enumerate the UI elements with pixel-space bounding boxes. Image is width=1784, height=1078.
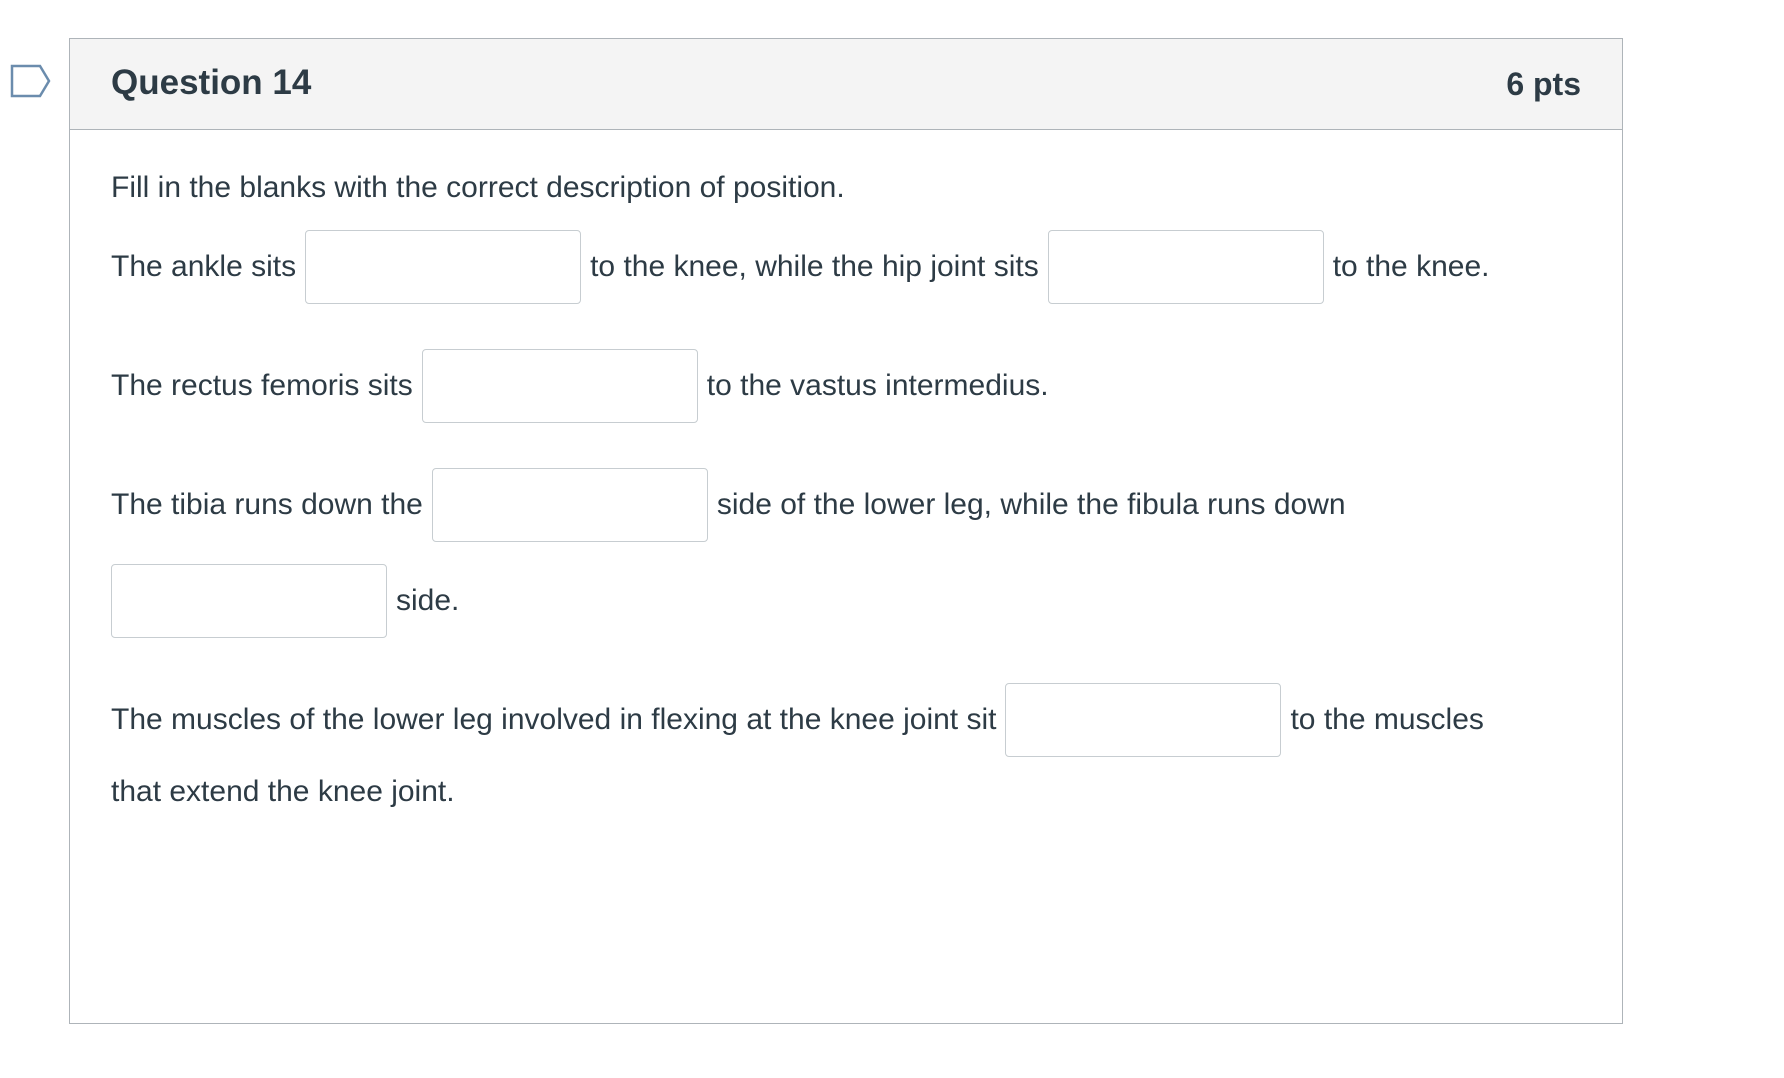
sentence-4-part-3: that extend the knee joint. bbox=[111, 775, 455, 808]
blank-6-input[interactable] bbox=[1005, 683, 1281, 757]
flag-icon[interactable] bbox=[10, 64, 52, 98]
sentence-1 bbox=[111, 230, 1489, 304]
blank-4-input[interactable] bbox=[432, 468, 708, 542]
question-header bbox=[70, 39, 1622, 130]
sentence-4-part-1: The muscles of the lower leg involved in flexing at the knee joint sit bbox=[111, 703, 997, 736]
sentence-3 bbox=[111, 468, 1346, 542]
sentence-1-part-1: The ankle sits bbox=[111, 250, 297, 283]
sentence-2 bbox=[111, 349, 1049, 423]
blank-1-input[interactable] bbox=[305, 230, 581, 304]
sentence-3-part-3: side. bbox=[396, 584, 460, 617]
blank-5-input[interactable] bbox=[111, 564, 387, 638]
instruction-label: Fill in the blanks with the correct description of position. bbox=[111, 171, 845, 204]
sentence-4-continued bbox=[111, 772, 455, 812]
blank-2-input[interactable] bbox=[1048, 230, 1324, 304]
sentence-1-part-3: to the knee. bbox=[1332, 250, 1490, 283]
blank-3-input[interactable] bbox=[422, 349, 698, 423]
sentence-3-part-1: The tibia runs down the bbox=[111, 488, 423, 521]
instruction-text bbox=[111, 168, 845, 208]
question-card bbox=[69, 38, 1623, 1024]
question-title: Question 14 bbox=[111, 63, 312, 102]
sentence-2-part-2: to the vastus intermedius. bbox=[706, 369, 1049, 402]
sentence-3-continued bbox=[111, 564, 459, 638]
sentence-1-part-2: to the knee, while the hip joint sits bbox=[590, 250, 1039, 283]
sentence-3-part-2: side of the lower leg, while the fibula runs down bbox=[716, 488, 1346, 521]
question-points: 6 pts bbox=[1506, 66, 1581, 102]
sentence-4-part-2: to the muscles bbox=[1290, 703, 1484, 736]
sentence-4 bbox=[111, 683, 1484, 757]
sentence-2-part-1: The rectus femoris sits bbox=[111, 369, 413, 402]
